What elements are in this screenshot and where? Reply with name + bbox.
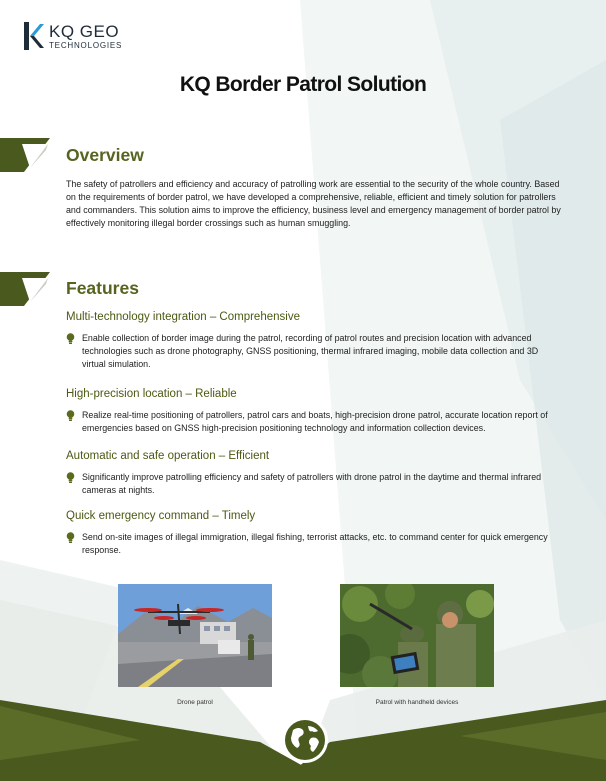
feature-title: Automatic and safe operation – Efficient [66, 450, 270, 462]
photo-caption: Patrol with handheld devices [375, 699, 459, 706]
overview-text: The safety of patrollers and efficiency and accuracy of patrolling work are essential to the security of the whole country. Based on the requirements of border patrol, we have developed a comprehensive, reliable, efficient and timely solution for patrollers and commanders. This solution aims to improve the efficiency, business level and emergency management of border patrol by effectively monitoring illegal border crossings such as human smuggling. [66, 179, 561, 228]
overview-tab-decoration [0, 138, 50, 172]
feature-title: Quick emergency command – Timely [66, 510, 256, 522]
globe-icon [281, 716, 329, 764]
feature-title: Multi-technology integration – Comprehensive [66, 311, 300, 323]
feature-item [66, 409, 554, 435]
feature-text: Realize real-time positioning of patrollers, patrol cars and boats, high-precision drone patrol, accurate location report of emergencies based on GNSS high-precision positioning technology and information collection devices. [82, 410, 548, 433]
drone-patrol-photo [118, 584, 272, 687]
photo-caption: Drone patrol [177, 699, 213, 706]
feature-text: Enable collection of border image during the patrol, recording of patrol routes and precision location with advanced technologies such as drone photography, GNSS positioning, thermal infrared imaging, mobile data collection and 3D virtual simulation. [82, 333, 539, 369]
lightbulb-icon [66, 410, 75, 422]
feature-text: Send on-site images of illegal immigration, illegal fishing, terrorist attacks, etc. to command center for quick emergency response. [82, 532, 548, 555]
lightbulb-icon [66, 333, 75, 345]
lightbulb-icon [66, 532, 75, 544]
page-title: KQ Border Patrol Solution [179, 73, 427, 96]
feature-item [66, 531, 554, 557]
feature-title: High-precision location – Reliable [66, 388, 237, 400]
feature-text: Significantly improve patrolling efficiency and safety of patrollers with drone patrol in the daytime and thermal infrared cameras at nights. [82, 472, 542, 495]
feature-item [66, 332, 554, 371]
features-tab-decoration [0, 272, 50, 306]
kq-logo-icon [22, 22, 44, 50]
overview-heading: Overview [66, 145, 144, 165]
handheld-patrol-photo [340, 584, 494, 687]
feature-item [66, 471, 554, 497]
lightbulb-icon [66, 472, 75, 484]
company-logo [22, 20, 152, 54]
brand-subtitle: TECHNOLOGIES [49, 41, 123, 50]
features-heading: Features [66, 278, 139, 298]
brand-name: KQ GEO [49, 22, 120, 41]
